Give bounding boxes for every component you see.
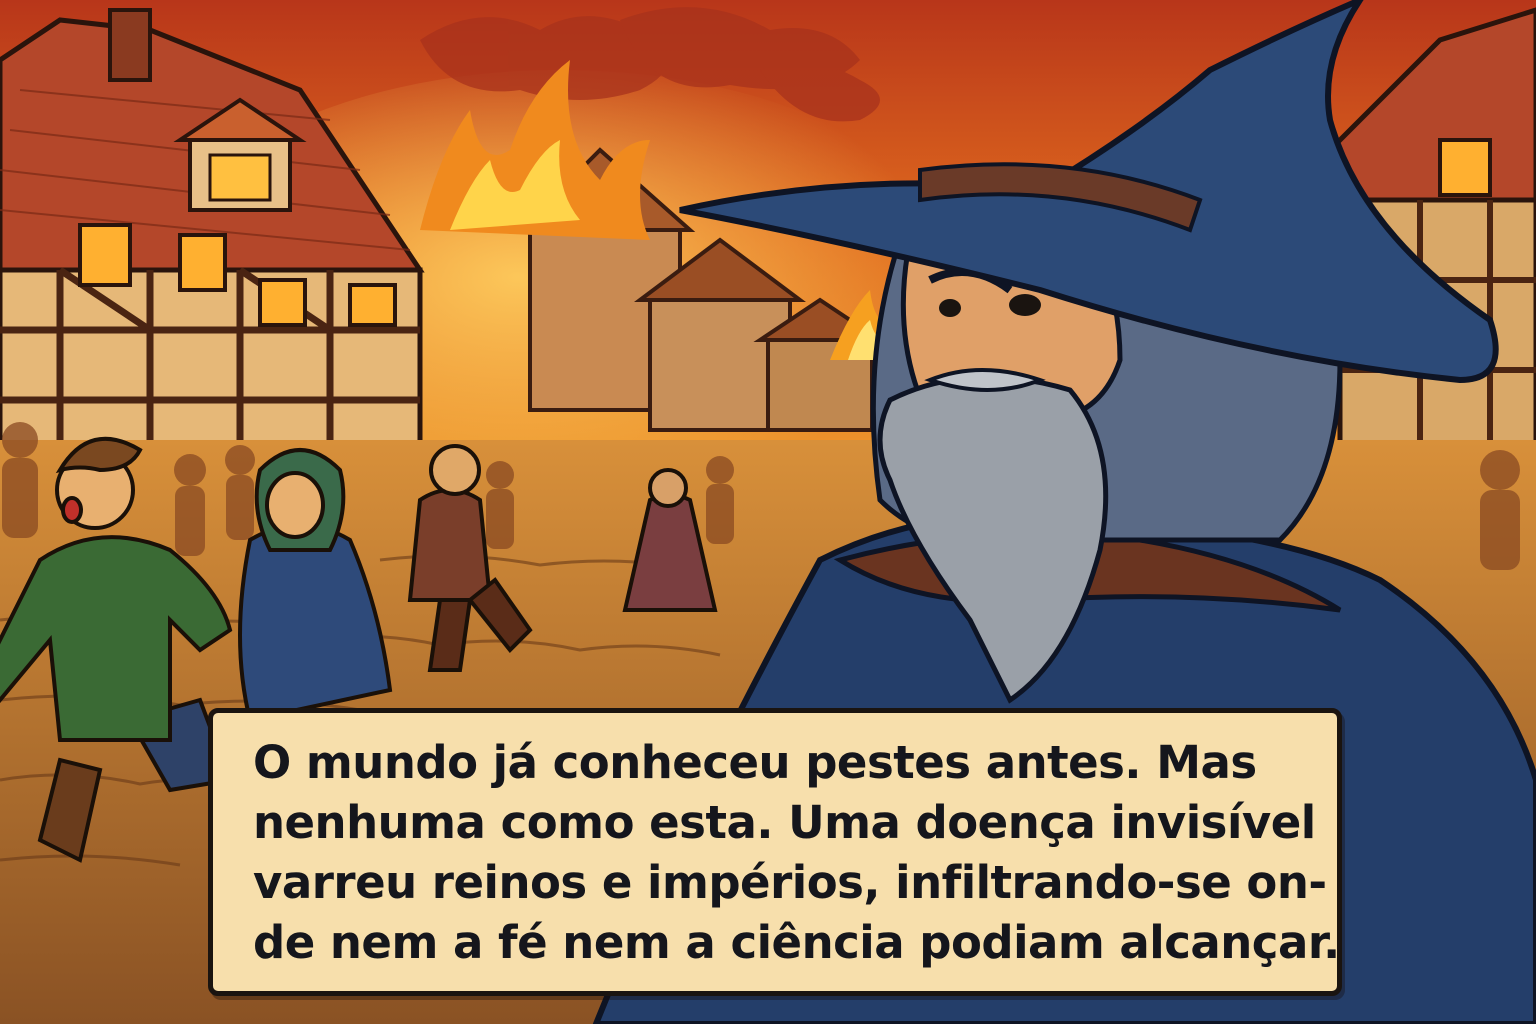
caption-line-3: varreu reinos e impérios, infiltrando-se on- bbox=[253, 856, 1327, 909]
narration-caption-box bbox=[208, 708, 1342, 996]
caption-line-4: de nem a fé nem a ciência podiam alcançar. bbox=[253, 916, 1340, 969]
caption-line-2: nenhuma como esta. Uma doença invisível bbox=[253, 796, 1316, 849]
caption-line-1: O mundo já conheceu pestes antes. Mas bbox=[253, 736, 1257, 789]
